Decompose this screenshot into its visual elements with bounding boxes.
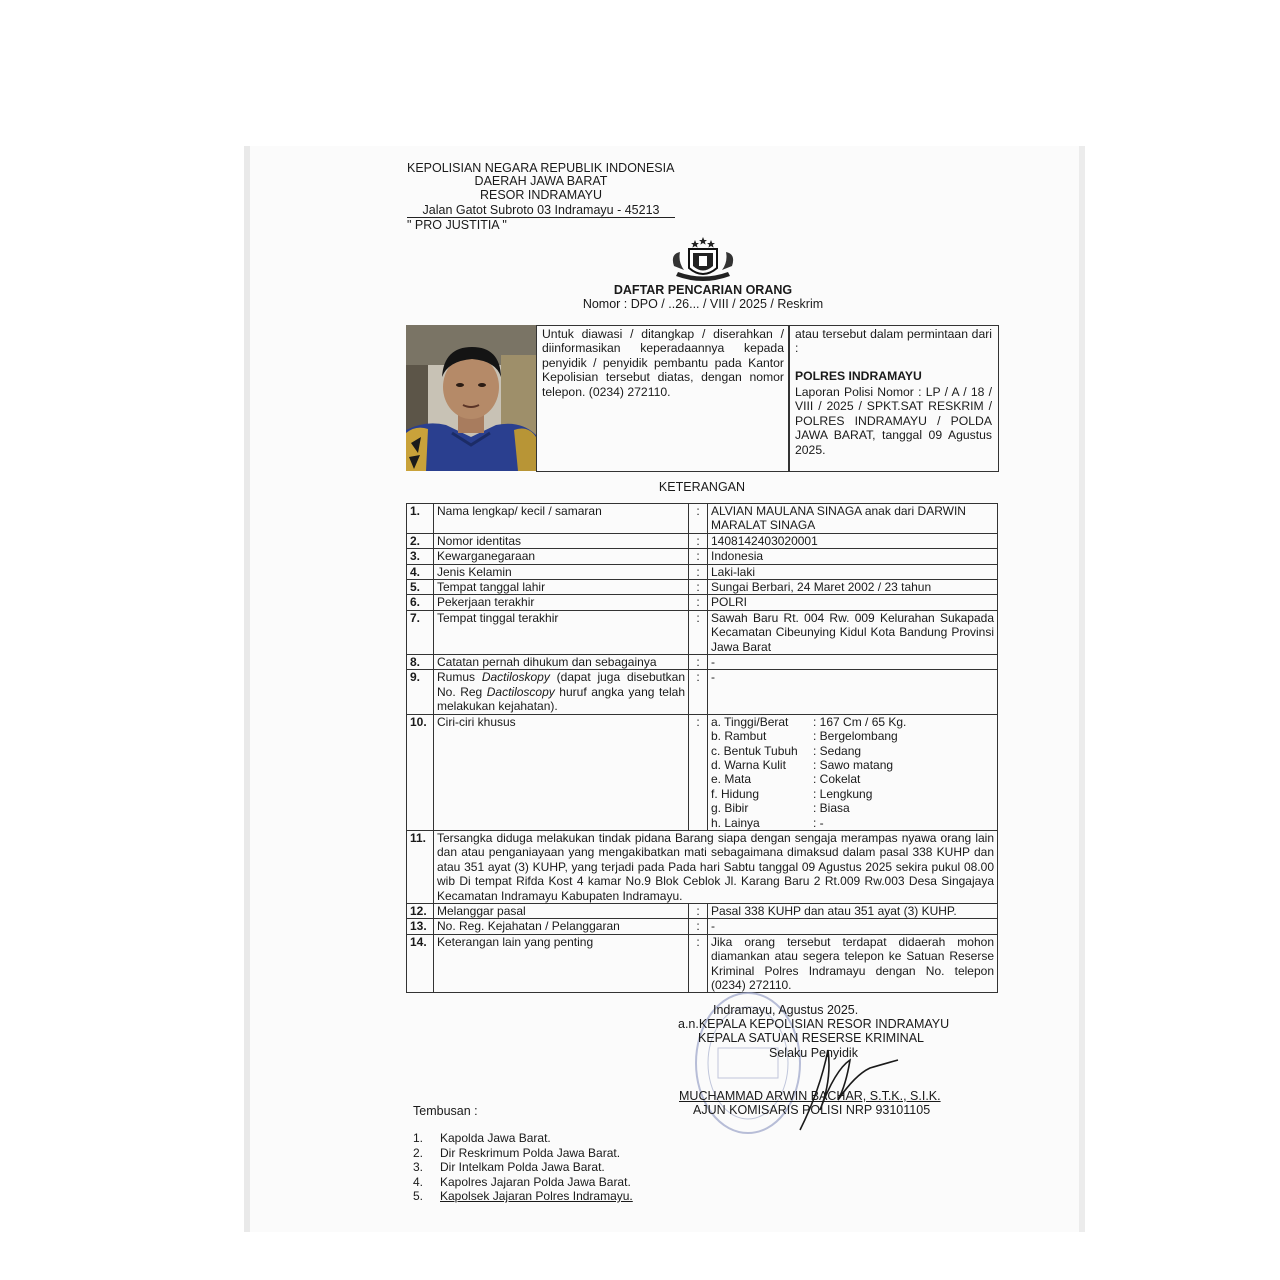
row-colon: : xyxy=(689,670,708,714)
item-text: Kapolda Jawa Barat. xyxy=(440,1131,551,1145)
row-number: 9. xyxy=(407,670,434,714)
trait-label: d. Warna Kulit xyxy=(711,757,786,772)
table-row xyxy=(407,595,998,610)
trait-label: e. Mata xyxy=(711,772,752,787)
item-number: 2. xyxy=(413,1145,424,1160)
row-number: 10. xyxy=(407,714,434,830)
handwritten-signature-icon xyxy=(780,1030,910,1140)
keterangan-table xyxy=(406,503,998,993)
suspect-photo xyxy=(406,325,536,471)
item-number: 3. xyxy=(413,1160,424,1174)
row-value: Indonesia xyxy=(708,549,998,564)
row-number: 2. xyxy=(407,533,434,548)
table-row xyxy=(407,655,998,670)
row-colon: : xyxy=(689,714,708,830)
row-number: 11. xyxy=(407,830,434,903)
tembusan-label: Tembusan : xyxy=(413,1104,478,1118)
signature-role: Selaku Penyidik xyxy=(769,1046,858,1060)
intro-instruction: Untuk diawasi / ditangkap / diserahkan / diinformasikan keperadaannya kepada penyidik / penyidik pembantu pada Kantor Kepolisian tersebut diatas, dengan nomor telepon. (0234) 272110. xyxy=(542,327,784,399)
row-colon: : xyxy=(689,504,708,534)
row-colon: : xyxy=(689,655,708,670)
row-label: Ciri-ciri khusus xyxy=(434,714,689,830)
row-label: Jenis Kelamin xyxy=(434,564,689,579)
pro-justitia: " PRO JUSTITIA " xyxy=(407,218,507,232)
row-value: Laki-laki xyxy=(708,564,998,579)
row-colon: : xyxy=(689,934,708,993)
row-value: 1408142403020001 xyxy=(708,533,998,548)
intro-request-lead: atau tersebut dalam permintaan dari : xyxy=(795,327,992,356)
trait-value: : Sedang xyxy=(813,743,862,758)
row-number: 5. xyxy=(407,580,434,595)
trait-value: : 167 Cm / 65 Kg. xyxy=(813,714,907,729)
item-text: Dir Intelkam Polda Jawa Barat. xyxy=(440,1160,605,1174)
row-number: 7. xyxy=(407,610,434,654)
police-emblem-icon xyxy=(668,236,738,284)
trait-value: : Bergelombang xyxy=(813,729,898,744)
label-part-italic: Dactiloscopy xyxy=(486,684,555,699)
header-region: DAERAH JAWA BARAT xyxy=(474,174,608,188)
table-row xyxy=(407,549,998,564)
list-item xyxy=(413,1175,633,1190)
trait-label: h. Lainya xyxy=(711,815,760,830)
trait-label: g. Bibir xyxy=(711,801,749,816)
row-value: - xyxy=(708,655,998,670)
trait-value: : Sawo matang xyxy=(813,757,894,772)
signature-place-date: Indramayu, Agustus 2025. xyxy=(713,1003,859,1017)
row-number: 13. xyxy=(407,919,434,934)
trait-value: : Cokelat xyxy=(813,772,861,787)
row-number: 1. xyxy=(407,504,434,534)
trait-label: b. Rambut xyxy=(711,729,767,744)
trait-value: : Biasa xyxy=(813,801,850,816)
row-label: Tempat tinggal terakhir xyxy=(434,610,689,654)
table-row xyxy=(407,504,998,534)
row-label: Nama lengkap/ kecil / samaran xyxy=(434,504,689,534)
table-row xyxy=(407,670,998,714)
row-value: Sungai Berbari, 24 Maret 2002 / 23 tahun xyxy=(708,580,998,595)
row-colon: : xyxy=(689,919,708,934)
label-part-italic: Dactiloskopy xyxy=(481,670,550,685)
item-number: 5. xyxy=(413,1189,424,1203)
intro-police-report: Laporan Polisi Nomor : LP / A / 18 / VIII / 2025 / SPKT.SAT RESKRIM / POLRES INDRAMAYU / POLDA JAWA BARAT, tanggal 09 Agustus 2025. xyxy=(795,385,992,457)
physical-traits xyxy=(708,714,998,830)
signature-unit: KEPALA SATUAN RESERSE KRIMINAL xyxy=(698,1031,924,1045)
label-part: (dapat juga disebutkan No. Reg xyxy=(437,670,685,699)
row-value: POLRI xyxy=(708,595,998,610)
item-text: Kapolres Jajaran Polda Jawa Barat. xyxy=(440,1174,631,1189)
row-colon: : xyxy=(689,595,708,610)
row-colon: : xyxy=(689,549,708,564)
table-row xyxy=(407,934,998,993)
row-number: 6. xyxy=(407,595,434,610)
row-label: Catatan pernah dihukum dan sebagainya xyxy=(434,655,689,670)
row-colon: : xyxy=(689,903,708,918)
table-row xyxy=(407,919,998,934)
trait-label: c. Bentuk Tubuh xyxy=(711,743,798,758)
row-label xyxy=(434,670,689,714)
label-part: Rumus xyxy=(437,670,482,685)
table-row xyxy=(407,580,998,595)
intro-request-org: POLRES INDRAMAYU xyxy=(795,369,922,383)
row-label: Pekerjaan terakhir xyxy=(434,595,689,610)
header-address: Jalan Gatot Subroto 03 Indramayu - 45213 xyxy=(422,203,660,217)
signatory-rank: AJUN KOMISARIS POLISI NRP 93101105 xyxy=(693,1103,931,1117)
row-colon: : xyxy=(689,580,708,595)
row-number: 3. xyxy=(407,549,434,564)
document-title: DAFTAR PENCARIAN ORANG xyxy=(613,283,793,297)
header-institution: KEPOLISIAN NEGARA REPUBLIK INDONESIA xyxy=(407,161,675,175)
row-value: ALVIAN MAULANA SINAGA anak dari DARWIN MARALAT SINAGA xyxy=(708,504,998,534)
item-number: 4. xyxy=(413,1174,424,1189)
item-number: 1. xyxy=(413,1131,424,1145)
list-item xyxy=(413,1160,633,1175)
list-item xyxy=(413,1189,633,1204)
trait-label: a. Tinggi/Berat xyxy=(711,714,789,729)
row-number: 12. xyxy=(407,903,434,918)
row-label: Melanggar pasal xyxy=(434,903,689,918)
list-item xyxy=(413,1146,633,1161)
item-text: Dir Reskrimum Polda Jawa Barat. xyxy=(440,1145,621,1160)
keterangan-heading: KETERANGAN xyxy=(658,480,746,494)
item-text: Kapolsek Jajaran Polres Indramayu. xyxy=(440,1189,633,1203)
label-part: huruf angka yang telah melakukan kejahatan). xyxy=(437,684,685,714)
row-label: Tempat tanggal lahir xyxy=(434,580,689,595)
scan-edge-left xyxy=(244,146,250,1232)
row-number: 14. xyxy=(407,934,434,993)
row-number: 8. xyxy=(407,655,434,670)
row-colon: : xyxy=(689,564,708,579)
row-label: No. Reg. Kejahatan / Pelanggaran xyxy=(434,919,689,934)
table-row xyxy=(407,610,998,654)
row-label: Keterangan lain yang penting xyxy=(434,934,689,993)
row-colon: : xyxy=(689,610,708,654)
crime-description: Tersangka diduga melakukan tindak pidana Barang siapa dengan sengaja merampas nyawa orang lain dan atau penganiayaan yang mengakibatkan mati sebagaimana dimaksud dalam pasal 338 KUHP dan atau 351 ayat (3) KUHP, yang terjadi pada Pada hari Sabtu tanggal 09 Agustus 2025 sekira pukul 08.00 wib Di tempat Rifda Kost 4 kamar No.9 Blok Ceblok Jl. Karang Baru 2 Rt.009 Rw.003 Desa Singajaya Kecamatan Indramayu Kabupaten Indramayu. xyxy=(434,830,998,903)
table-row xyxy=(407,533,998,548)
list-item xyxy=(413,1131,633,1146)
row-colon: : xyxy=(689,533,708,548)
scan-edge-right xyxy=(1079,146,1085,1232)
row-value: Jika orang tersebut terdapat didaerah mohon diamankan atau segera telepon ke Satuan Reserse Kriminal Polres Indramayu dengan No. telepon (0234) 272110. xyxy=(708,934,998,993)
table-row xyxy=(407,830,998,903)
trait-value: : - xyxy=(813,815,824,830)
document-number: Nomor : DPO / ..26... / VIII / 2025 / Reskrim xyxy=(582,297,824,311)
table-row xyxy=(407,903,998,918)
row-value: - xyxy=(708,670,998,714)
row-number: 4. xyxy=(407,564,434,579)
row-value: Pasal 338 KUHP dan atau 351 ayat (3) KUHP. xyxy=(708,903,998,918)
signature-on-behalf: a.n.KEPALA KEPOLISIAN RESOR INDRAMAYU xyxy=(678,1017,950,1031)
trait-value: : Lengkung xyxy=(813,786,873,801)
table-row xyxy=(407,714,998,830)
row-label: Nomor identitas xyxy=(434,533,689,548)
row-value: Sawah Baru Rt. 004 Rw. 009 Kelurahan Sukapada Kecamatan Cibeunying Kidul Kota Bandung Provinsi Jawa Barat xyxy=(708,610,998,654)
trait-label: f. Hidung xyxy=(711,786,760,801)
row-label: Kewarganegaraan xyxy=(434,549,689,564)
tembusan-list xyxy=(413,1131,633,1204)
table-row xyxy=(407,564,998,579)
signatory-name: MUCHAMMAD ARWIN BACHAR, S.T.K., S.I.K. xyxy=(679,1089,941,1103)
row-value: - xyxy=(708,919,998,934)
header-resor: RESOR INDRAMAYU xyxy=(479,188,602,202)
